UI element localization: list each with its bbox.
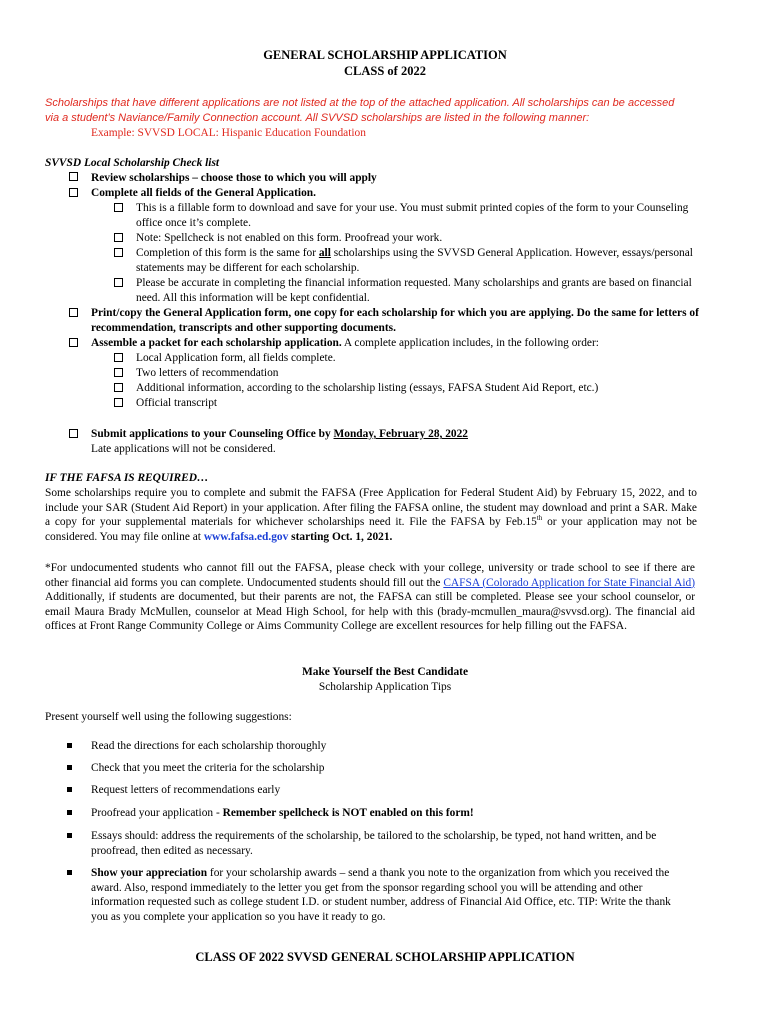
text-segment: *For undocumented students who cannot fill out the FAFSA, please check with your college, university or trade school to see if there are other financial aid forms you can complete. Undocumented students should fill out the bbox=[45, 562, 695, 589]
text-segment: Completion of this form is the same for bbox=[136, 247, 319, 259]
text-segment: Additionally, if students are documented, but their parents are not, the FAFSA can still be completed. Please see your school counselor, or email Maura Brady McMullen, counselor at Mead High School, for help with this (brady-mcmullen_maura@svvsd.org). The financial aid offices at Front Range Community College or Aims Community College are excellent resources for help filling out the FAFSA. bbox=[45, 591, 695, 633]
tip-read-directions: Read the directions for each scholarship thoroughly bbox=[91, 740, 327, 752]
tips-subtitle: Scholarship Application Tips bbox=[318, 681, 452, 693]
packet-item-transcript: Official transcript bbox=[136, 397, 218, 409]
packet-item-letters: Two letters of recommendation bbox=[136, 367, 279, 379]
bullet-icon bbox=[67, 743, 72, 748]
text-segment: Remember spellcheck is NOT enabled on this form! bbox=[222, 807, 474, 819]
tip-check-criteria: Check that you meet the criteria for the scholarship bbox=[91, 762, 325, 774]
sub-item-same-for-all bbox=[136, 246, 696, 275]
text-segment: or your application may not be considered. You may file online at bbox=[45, 516, 697, 543]
bullet-icon bbox=[67, 787, 72, 792]
tips-intro: Present yourself well using the following suggestions: bbox=[45, 711, 292, 723]
text-segment: Assemble a packet for each scholarship application. bbox=[91, 337, 342, 349]
text-segment: for your scholarship awards – send a thank you note to the organization from which you received the award. Also, respond immediately to the letter you get from the sponsor regarding school you will be attending and other information requested such as college student I.D. or student number, address of Financial Aid Office, etc. TIP: Write the thank you as you complete your application so you have it ready to go. bbox=[91, 867, 671, 923]
text-segment: starting Oct. 1, 2021. bbox=[288, 530, 393, 543]
checklist-item-complete: Complete all fields of the General Application. bbox=[91, 187, 316, 199]
checklist-item-assemble bbox=[91, 336, 599, 351]
text-segment: Submit applications to your Counseling Office by bbox=[91, 428, 334, 440]
packet-item-local-form: Local Application form, all fields complete. bbox=[136, 352, 336, 364]
tip-appreciation bbox=[91, 866, 681, 924]
superscript: th bbox=[536, 514, 543, 523]
intro-example: Example: SVVSD LOCAL: Hispanic Education Foundation bbox=[91, 127, 366, 139]
text-segment: Some scholarships require you to complete and submit the FAFSA (Free Application for Federal Student Aid) by February 15, 2022, and to include your SAR (Student Aid Report) in your application. After filing the FAFSA online, the student may download and print a SAR. Make a copy for your supplemental materials for whichever scholarships need it. File the FAFSA by Feb.15 bbox=[45, 487, 697, 529]
tip-request-letters: Request letters of recommendations early bbox=[91, 784, 281, 796]
checkbox-submit[interactable] bbox=[69, 429, 78, 438]
checkbox-transcript[interactable] bbox=[114, 398, 123, 407]
checkbox-additional-info[interactable] bbox=[114, 383, 123, 392]
sub-item-accurate: Please be accurate in completing the financial information requested. Many scholarships and grants are based on financial need. All this information will be kept confidential. bbox=[136, 277, 692, 304]
checklist-item-submit bbox=[91, 427, 468, 442]
checklist-item-print: Print/copy the General Application form, one copy for each scholarship for which you are applying. Do the same for letters of recommendation, transcripts and other supporting documents. bbox=[91, 307, 699, 334]
intro-note: Scholarships that have different applications are not listed at the top of the attached application. All scholarships can be accessed via a student’s Naviance/Family Connection account. All SVVSD scholarships are listed in the following manner: bbox=[45, 97, 675, 124]
late-note: Late applications will not be considered. bbox=[91, 443, 276, 455]
cafsa-link[interactable]: CAFSA (Colorado Application for State Financial Aid) bbox=[443, 576, 695, 589]
sub-item-fillable: This is a fillable form to download and save for your use. You must submit printed copies of the form to your Counseling office once it’s complete. bbox=[136, 202, 689, 229]
undocumented-paragraph bbox=[45, 561, 695, 634]
checkbox-fillable[interactable] bbox=[114, 203, 123, 212]
checklist-item-review: Review scholarships – choose those to which you will apply bbox=[91, 172, 377, 184]
checklist-title: SVVSD Local Scholarship Check list bbox=[45, 157, 220, 169]
checkbox-print-copy[interactable] bbox=[69, 308, 78, 317]
fafsa-website-link[interactable]: www.fafsa.ed.gov bbox=[203, 530, 289, 543]
sub-item-spellcheck: Note: Spellcheck is not enabled on this form. Proofread your work. bbox=[136, 232, 443, 244]
checkbox-review[interactable] bbox=[69, 172, 78, 181]
text-segment: Show your appreciation bbox=[91, 867, 208, 879]
text-segment: A complete application includes, in the following order: bbox=[341, 337, 599, 349]
bullet-icon bbox=[67, 870, 72, 875]
text-segment: Proofread your application - bbox=[91, 807, 223, 819]
checkbox-assemble[interactable] bbox=[69, 338, 78, 347]
bullet-icon bbox=[67, 810, 72, 815]
tips-title: Make Yourself the Best Candidate bbox=[302, 666, 468, 678]
text-segment: scholarships using the SVVSD General Application. However, essays/personal statements may be different for each scholarship. bbox=[136, 247, 693, 274]
due-date: Monday, February 28, 2022 bbox=[333, 428, 468, 440]
tip-essays: Essays should: address the requirements of the scholarship, be tailored to the scholarship, be typed, not hand written, and be proofread, then edited as necessary. bbox=[91, 830, 657, 857]
checkbox-local-form[interactable] bbox=[114, 353, 123, 362]
fafsa-paragraph bbox=[45, 486, 697, 544]
footer-title: CLASS OF 2022 SVVSD GENERAL SCHOLARSHIP APPLICATION bbox=[195, 950, 575, 964]
bullet-icon bbox=[67, 833, 72, 838]
tip-proofread bbox=[91, 806, 474, 821]
class-year: CLASS of 2022 bbox=[344, 64, 426, 78]
document-title: GENERAL SCHOLARSHIP APPLICATION bbox=[263, 48, 507, 62]
checkbox-accurate[interactable] bbox=[114, 278, 123, 287]
emphasis-all: all bbox=[318, 247, 331, 259]
checkbox-letters[interactable] bbox=[114, 368, 123, 377]
checkbox-complete-fields[interactable] bbox=[69, 188, 78, 197]
checkbox-spellcheck[interactable] bbox=[114, 233, 123, 242]
fafsa-heading: IF THE FAFSA IS REQUIRED… bbox=[45, 472, 209, 484]
checkbox-same-for-all[interactable] bbox=[114, 248, 123, 257]
bullet-icon bbox=[67, 765, 72, 770]
packet-item-additional: Additional information, according to the scholarship listing (essays, FAFSA Student Aid Report, etc.) bbox=[136, 382, 599, 394]
